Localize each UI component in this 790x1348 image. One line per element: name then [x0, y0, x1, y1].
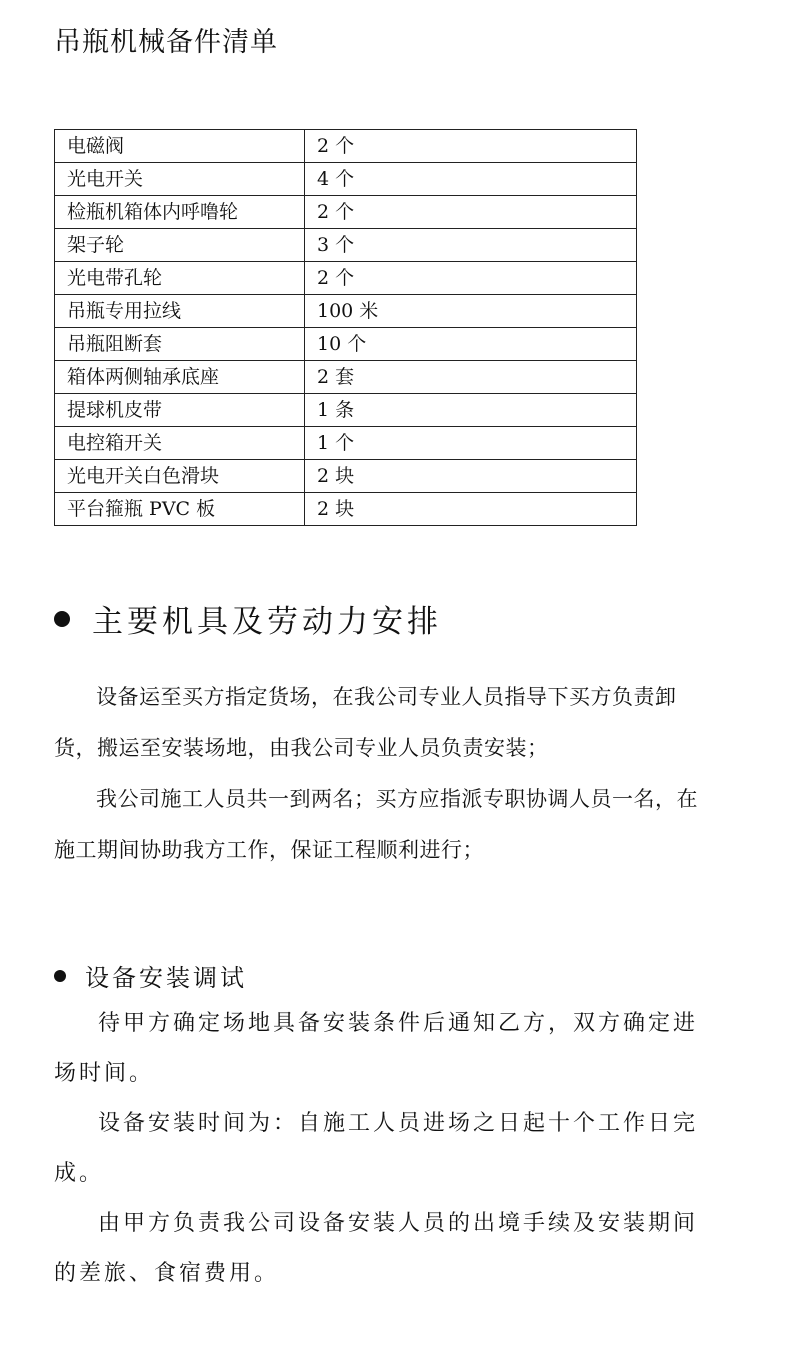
- section-heading-labor: [54, 596, 442, 641]
- table-row: [55, 229, 637, 262]
- part-name: 吊瓶阻断套: [55, 328, 305, 361]
- table-row: [55, 361, 637, 394]
- section-heading-text: 设备安装调试: [85, 964, 247, 992]
- part-quantity: 4 个: [305, 163, 637, 196]
- table-row: [55, 163, 637, 196]
- part-name: 检瓶机箱体内呼噜轮: [55, 196, 305, 229]
- table-row: [55, 262, 637, 295]
- part-name: 吊瓶专用拉线: [55, 295, 305, 328]
- table-row: [55, 328, 637, 361]
- part-name: 电控箱开关: [55, 427, 305, 460]
- part-quantity: 10 个: [305, 328, 637, 361]
- bullet-icon: [54, 611, 70, 627]
- part-name: 光电带孔轮: [55, 262, 305, 295]
- part-name: 架子轮: [55, 229, 305, 262]
- paragraph: 待甲方确定场地具备安装条件后通知乙方，双方确定进场时间。: [54, 1011, 699, 1086]
- document-title: 吊瓶机械备件清单: [54, 27, 278, 58]
- part-quantity: 2 个: [305, 262, 637, 295]
- part-name: 光电开关: [55, 163, 305, 196]
- part-quantity: 2 套: [305, 361, 637, 394]
- table-row: [55, 460, 637, 493]
- paragraph: 由甲方负责我公司设备安装人员的出境手续及安装期间的差旅、食宿费用。: [54, 1211, 699, 1286]
- part-name: 电磁阀: [55, 130, 305, 163]
- paragraph: 我公司施工人员共一到两名；买方应指派专职协调人员一名，在施工期间协助我方工作，保证工程顺利进行；: [54, 787, 698, 862]
- part-quantity: 3 个: [305, 229, 637, 262]
- part-quantity: 2 个: [305, 196, 637, 229]
- table-row: [55, 196, 637, 229]
- part-quantity: 100 米: [305, 295, 637, 328]
- part-quantity: 1 条: [305, 394, 637, 427]
- section-heading-installation: [54, 958, 247, 993]
- table-row: [55, 130, 637, 163]
- part-name: 平台箍瓶 PVC 板: [55, 493, 305, 526]
- part-name: 光电开关白色滑块: [55, 460, 305, 493]
- part-quantity: 2 块: [305, 460, 637, 493]
- paragraph: 设备安装时间为：自施工人员进场之日起十个工作日完成。: [54, 1111, 699, 1186]
- part-quantity: 2 个: [305, 130, 637, 163]
- part-name: 提球机皮带: [55, 394, 305, 427]
- part-quantity: 1 个: [305, 427, 637, 460]
- table-row: [55, 427, 637, 460]
- table-row: [55, 394, 637, 427]
- table-row: [55, 493, 637, 526]
- bullet-icon: [54, 970, 66, 982]
- table-row: [55, 295, 637, 328]
- part-quantity: 2 块: [305, 493, 637, 526]
- parts-table: [54, 129, 637, 526]
- part-name: 箱体两侧轴承底座: [55, 361, 305, 394]
- section-heading-text: 主要机具及劳动力安排: [92, 604, 442, 640]
- paragraph: 设备运至买方指定货场，在我公司专业人员指导下买方负责卸货，搬运至安装场地，由我公司专业人员负责安装；: [54, 685, 677, 760]
